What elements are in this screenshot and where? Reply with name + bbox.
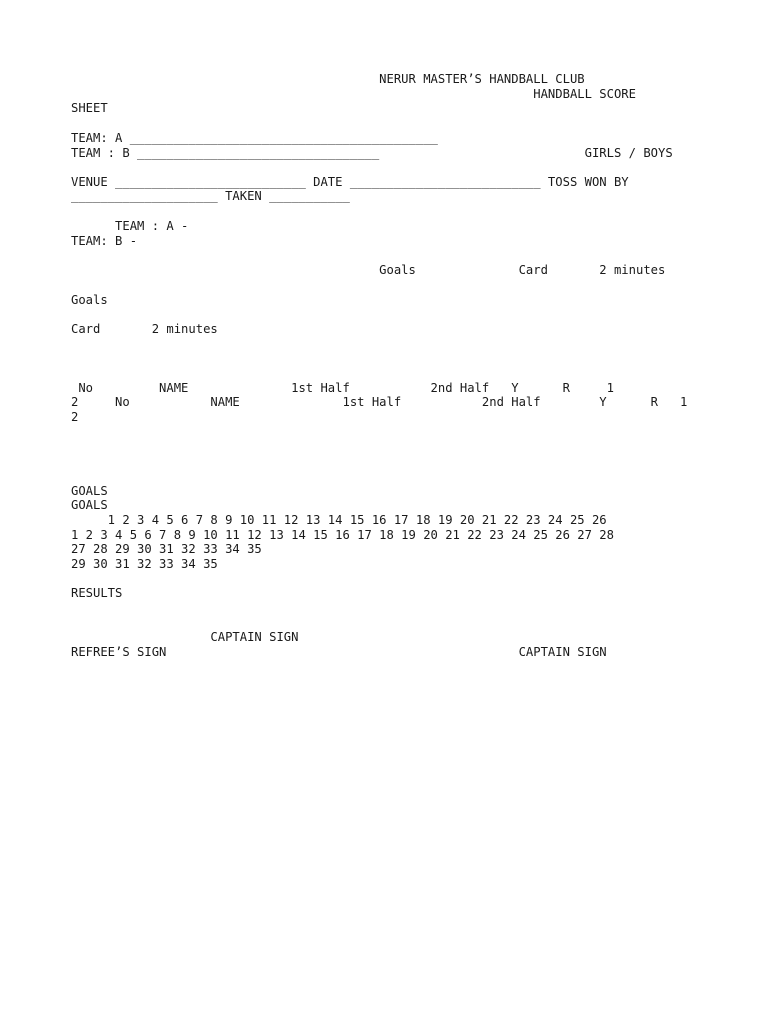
card-minutes-header: Card 2 minutes	[71, 322, 218, 336]
goals-label-b: GOALS	[71, 498, 108, 512]
goals-header: Goals	[71, 293, 108, 307]
player-table-header-a: No NAME 1st Half 2nd Half Y R 1	[71, 381, 614, 395]
player-table-header-b: 2 No NAME 1st Half 2nd Half Y R 1	[71, 395, 688, 409]
team-b-line: TEAM : B _________________________________ GIRLS / BOYS	[71, 146, 673, 160]
venue-date-line: VENUE __________________________ DATE __________________________ TOSS WON BY	[71, 175, 629, 189]
referee-captain-sign: REFREE’S SIGN CAPTAIN SIGN	[71, 645, 607, 659]
team-a-label: TEAM : A -	[71, 219, 189, 233]
toss-taken-line: ____________________ TAKEN ___________	[71, 189, 350, 203]
sheet-title: SHEET	[71, 101, 108, 115]
team-b-label: TEAM: B -	[71, 234, 138, 248]
goals-label-a: GOALS	[71, 484, 108, 498]
team-a-line: TEAM: A __________________________________________	[71, 131, 438, 145]
score-title: HANDBALL SCORE	[71, 87, 636, 101]
goal-numbers-row-4: 29 30 31 32 33 34 35	[71, 557, 218, 571]
goal-numbers-row-1: 1 2 3 4 5 6 7 8 9 10 11 12 13 14 15 16 17 18 19 20 21 22 23 24 25 26	[71, 513, 607, 527]
goal-numbers-row-3: 27 28 29 30 31 32 33 34 35	[71, 542, 262, 556]
captain-sign-a: CAPTAIN SIGN	[71, 630, 299, 644]
column-headers: Goals Card 2 minutes	[71, 263, 666, 277]
club-title: NERUR MASTER’S HANDBALL CLUB	[71, 72, 585, 86]
player-table-header-end: 2	[71, 410, 79, 424]
results-label: RESULTS	[71, 586, 123, 600]
goal-numbers-row-2: 1 2 3 4 5 6 7 8 9 10 11 12 13 14 15 16 17 18 19 20 21 22 23 24 25 26 27 28	[71, 528, 614, 542]
